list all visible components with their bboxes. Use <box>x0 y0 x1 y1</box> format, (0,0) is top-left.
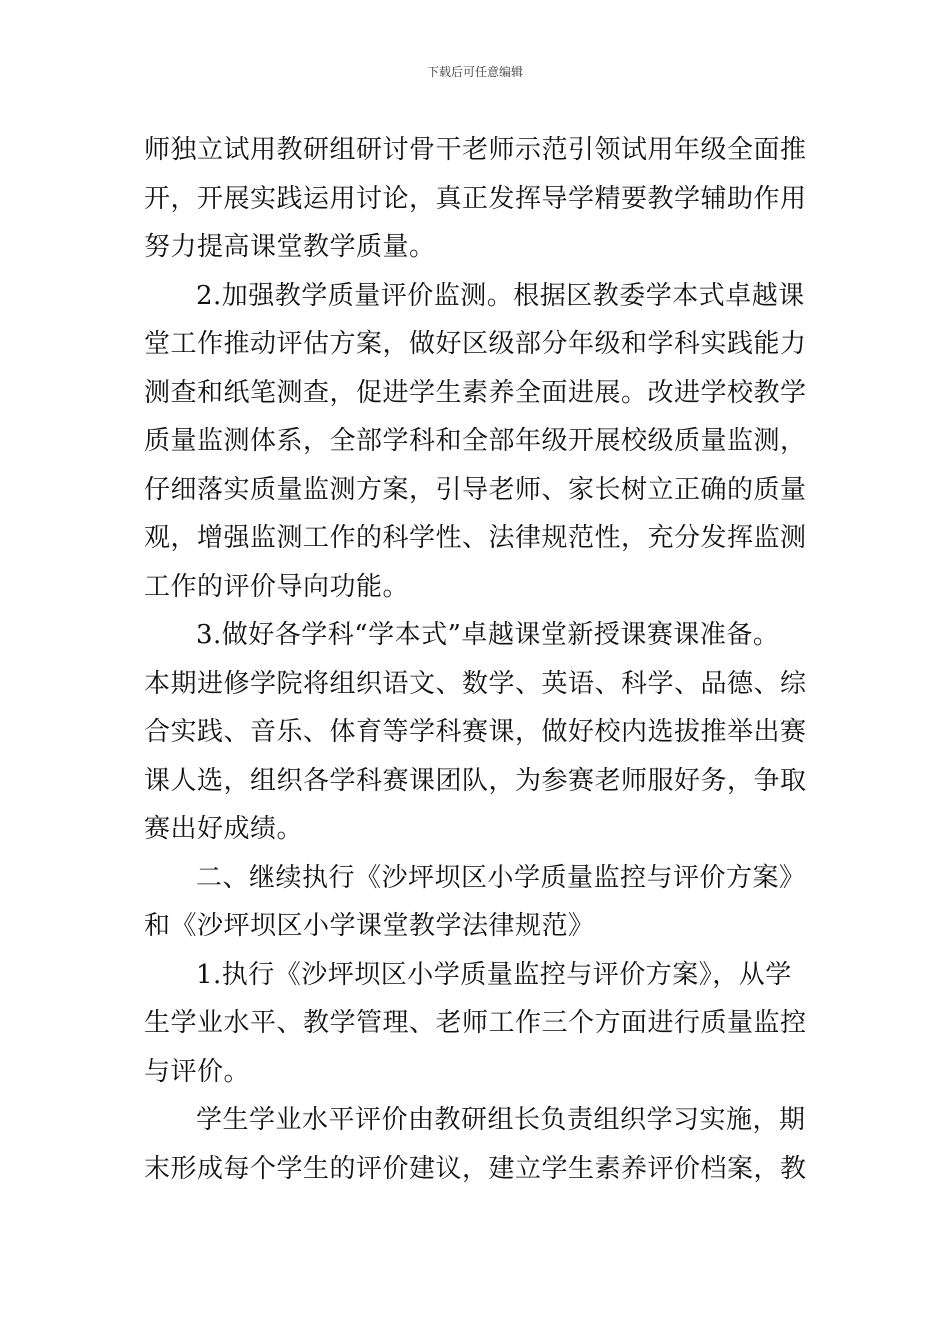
text-line: 质量监测体系，全部学科和全部年级开展校级质量监测， <box>144 426 807 456</box>
section-heading <box>144 854 814 951</box>
text-line: 末形成每个学生的评价建议，建立学生素养评价档案，教 <box>144 1153 807 1184</box>
text-line: 努力提高课堂教学质量。 <box>144 232 436 262</box>
paragraph-3 <box>144 611 814 854</box>
text-line: 二、继续执行《沙坪坝区小学质量监控与评价方案》 <box>196 862 806 893</box>
text-line: 堂工作推动评估方案，做好区级部分年级和学科实践能力 <box>144 329 807 359</box>
text-line: 师独立试用教研组研讨骨干老师示范引领试用年级全面推 <box>144 135 807 165</box>
text-line: 测查和纸笔测查，促进学生素养全面进展。改进学校教学 <box>144 377 807 408</box>
text-line: 合实践、音乐、体育等学科赛课，做好校内选拔推举出赛 <box>144 717 807 747</box>
text-line: 开，开展实践运用讨论，真正发挥导学精要教学辅助作用 <box>144 183 807 214</box>
page-header: 下载后可任意编辑 <box>426 65 523 79</box>
text-line: 3.做好各学科“学本式”卓越课堂新授课赛课准备。 <box>196 620 780 650</box>
paragraph-5 <box>144 951 814 1097</box>
text-line: 工作的评价导向功能。 <box>144 571 410 602</box>
paragraph-6 <box>144 1096 814 1193</box>
text-line: 2.加强教学质量评价监测。根据区教委学本式卓越课 <box>196 280 805 311</box>
text-line: 课人选，组织各学科赛课团队，为参赛老师服好务，争取 <box>144 765 807 796</box>
paragraph-2 <box>144 272 814 612</box>
text-line: 学生学业水平评价由教研组长负责组织学习实施，期 <box>196 1105 806 1135</box>
text-line: 仔细落实质量监测方案，引导老师、家长树立正确的质量 <box>144 474 807 505</box>
text-line: 观，增强监测工作的科学性、法律规范性，充分发挥监测 <box>144 523 807 553</box>
paragraph-1 <box>144 126 814 272</box>
text-line: 本期进修学院将组织语文、数学、英语、科学、品德、综 <box>144 668 807 699</box>
text-line: 生学业水平、教学管理、老师工作三个方面进行质量监控 <box>144 1008 807 1038</box>
text-line: 和《沙坪坝区小学课堂教学法律规范》 <box>144 911 595 941</box>
text-line: 与评价。 <box>144 1056 251 1087</box>
document-body <box>144 126 814 1193</box>
text-line: 赛出好成绩。 <box>144 814 304 844</box>
text-line: 1.执行《沙坪坝区小学质量监控与评价方案》，从学 <box>196 959 792 990</box>
